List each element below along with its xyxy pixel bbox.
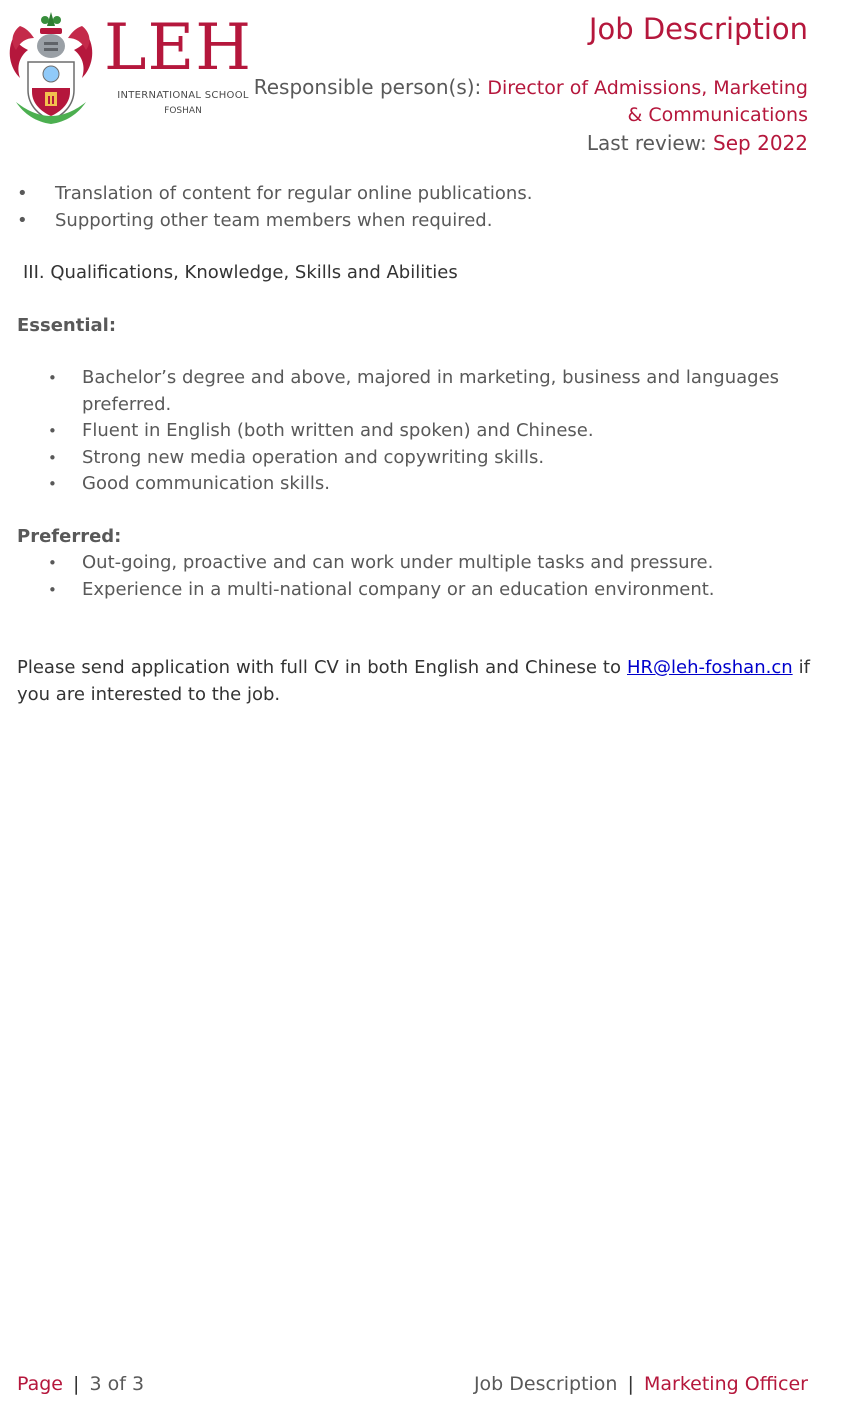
closing-text-after: if you are interested to the job. [17, 657, 810, 705]
preferred-list [17, 550, 810, 603]
footer-separator: | [627, 1373, 634, 1395]
list-item: • Experience in a multi-national company or an education environment. [17, 577, 810, 604]
footer-page-value: 3 of 3 [89, 1373, 145, 1395]
document-title: Job Description [588, 12, 808, 46]
last-review [587, 130, 808, 157]
document-body [17, 181, 810, 708]
closing-text-before: Please send application with full CV in both English and Chinese to [17, 657, 621, 678]
review-value: Sep 2022 [713, 131, 808, 155]
list-item: • Out-going, proactive and can work under multiple tasks and pressure. [17, 550, 810, 577]
footer-document-info [474, 1373, 808, 1395]
responsible-persons [248, 74, 808, 129]
review-label: Last review: [586, 131, 707, 155]
responsible-value: Director of Admissions, Marketing & Communications [487, 77, 808, 126]
school-logo [6, 6, 260, 128]
essential-list [17, 365, 810, 498]
logo-wordmark: LEH [104, 11, 253, 85]
logo-subtitle-school: INTERNATIONAL SCHOOL [117, 90, 249, 101]
footer-doc-value: Marketing Officer [643, 1373, 808, 1395]
footer-separator: | [73, 1373, 80, 1395]
responsible-label: Responsible person(s): [253, 75, 482, 99]
preferred-heading: Preferred: [17, 525, 122, 547]
footer-page-number [17, 1373, 144, 1395]
essential-heading: Essential: [17, 314, 117, 336]
responsibilities-list [17, 181, 810, 234]
email-link[interactable]: HR@leh-foshan.cn [627, 657, 793, 678]
list-item: • Good communication skills. [17, 471, 810, 498]
list-item: • Translation of content for regular online publications. [17, 181, 810, 208]
list-item: • Supporting other team members when required. [17, 208, 810, 235]
list-item: • Bachelor’s degree and above, majored in marketing, business and languages preferred. [17, 365, 810, 418]
application-instructions [17, 655, 810, 708]
section-heading: III. Qualifications, Knowledge, Skills and Abilities [23, 262, 458, 283]
footer-doc-label: Job Description [473, 1373, 618, 1395]
list-item: • Fluent in English (both written and spoken) and Chinese. [17, 418, 810, 445]
school-crest-icon [6, 6, 96, 126]
list-item: • Strong new media operation and copywriting skills. [17, 445, 810, 472]
logo-subtitle-city: FOSHAN [164, 106, 202, 116]
footer-page-label: Page [17, 1373, 63, 1395]
